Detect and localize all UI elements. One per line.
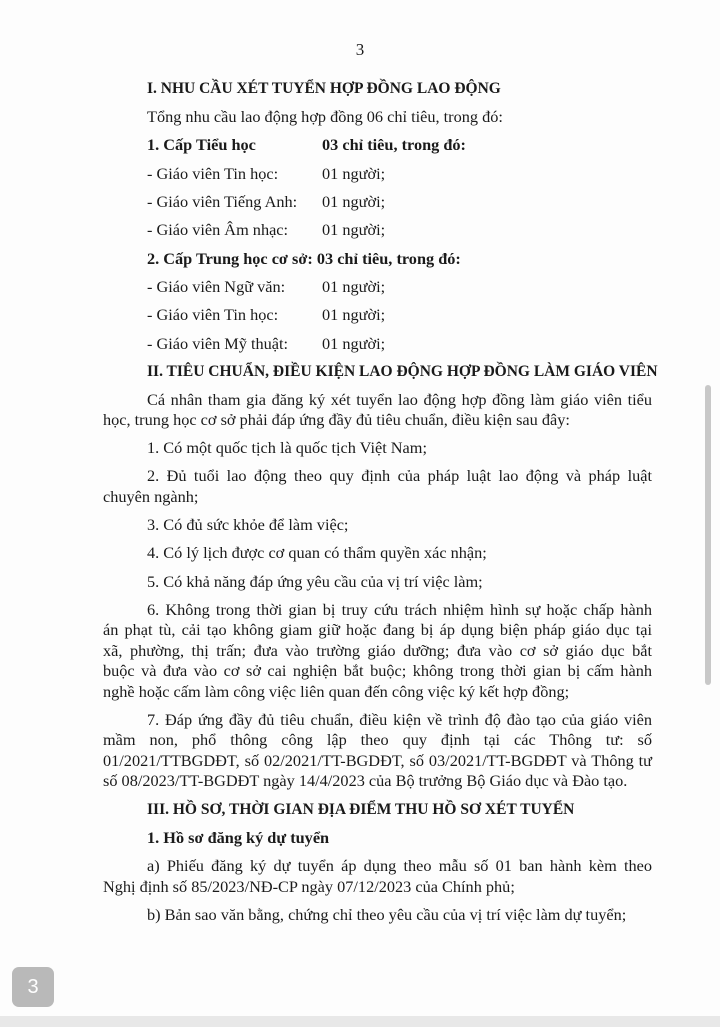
paragraph-line: án phạt tù, cải tạo không giam giữ hoặc đang bị áp dụng biện pháp giáo dục tại xyxy=(103,620,652,639)
list-item: - Giáo viên Mỹ thuật: 01 người; xyxy=(147,334,386,353)
list-item: - Giáo viên Tin học: 01 người; xyxy=(147,164,386,183)
paragraph-line: chuyên ngành; xyxy=(103,487,199,506)
section3-sub1: 1. Hồ sơ đăng ký dự tuyển xyxy=(147,828,330,847)
criterion-1: 1. Có một quốc tịch là quốc tịch Việt Nam; xyxy=(147,438,427,457)
criterion-7: 7. Đáp ứng đầy đủ tiêu chuẩn, điều kiện về trình độ đào tạo của giáo viên xyxy=(147,710,652,729)
paragraph-line: buộc và đưa vào cơ sở cai nghiện bắt buộc; không trong thời gian bị cấm hành xyxy=(103,661,652,680)
section3-heading: III. HỒ SƠ, THỜI GIAN ĐỊA ĐIỂM THU HỒ SƠ XÉT TUYỂN xyxy=(147,801,575,818)
paragraph-line: nghề hoặc cấm làm công việc liên quan đến công việc ký kết hợp đồng; xyxy=(103,682,570,701)
item-b: b) Bản sao văn bằng, chứng chỉ theo yêu cầu của vị trí việc làm dự tuyển; xyxy=(147,905,627,924)
list-item: - Giáo viên Tiếng Anh: 01 người; xyxy=(147,192,386,211)
scrollbar[interactable] xyxy=(705,385,711,685)
paragraph-line: xã, phường, thị trấn; đưa vào trường giáo dưỡng; đưa vào cơ sở giáo dục bắt xyxy=(103,641,652,660)
paragraph-line: 01/2021/TTBGDĐT, số 02/2021/TT-BGDĐT, số 03/2021/TT-BGDĐT và Thông tư xyxy=(103,751,652,770)
criterion-4: 4. Có lý lịch được cơ quan có thẩm quyền xác nhận; xyxy=(147,543,487,562)
section1-heading: I. NHU CẦU XÉT TUYỂN HỢP ĐỒNG LAO ĐỘNG xyxy=(147,80,501,97)
secondary-title: 2. Cấp Trung học cơ sở: 03 chỉ tiêu, trong đó: xyxy=(147,249,461,268)
section2-heading: II. TIÊU CHUẨN, ĐIỀU KIỆN LAO ĐỘNG HỢP ĐỒNG LÀM GIÁO VIÊN xyxy=(147,363,658,380)
paragraph-line: Cá nhân tham gia đăng ký xét tuyển lao động hợp đồng làm giáo viên tiểu xyxy=(147,390,652,409)
criterion-6: 6. Không trong thời gian bị truy cứu trách nhiệm hình sự hoặc chấp hành xyxy=(147,600,652,619)
criterion-5: 5. Có khả năng đáp ứng yêu cầu của vị trí việc làm; xyxy=(147,572,483,591)
primary-quota: 03 chỉ tiêu, trong đó: xyxy=(322,135,466,154)
paragraph-line: số 08/2023/TT-BGDĐT ngày 14/4/2023 của Bộ trưởng Bộ Giáo dục và Đào tạo. xyxy=(103,771,628,790)
primary-title: 1. Cấp Tiểu học xyxy=(147,135,256,154)
paragraph-line: mầm non, phổ thông công lập theo quy định tại các Thông tư: số xyxy=(103,730,652,749)
item-a: a) Phiếu đăng ký dự tuyển áp dụng theo mẫu số 01 ban hành kèm theo xyxy=(147,856,652,875)
page-number: 3 xyxy=(355,40,365,59)
bottom-bar xyxy=(0,1016,720,1027)
section1-intro: Tổng nhu cầu lao động hợp đồng 06 chỉ tiêu, trong đó: xyxy=(147,107,503,126)
list-item: - Giáo viên Ngữ văn: 01 người; xyxy=(147,277,386,296)
paragraph-line: Nghị định số 85/2023/NĐ-CP ngày 07/12/2023 của Chính phủ; xyxy=(103,877,515,896)
list-item: - Giáo viên Âm nhạc: 01 người; xyxy=(147,220,386,239)
criterion-2: 2. Đủ tuổi lao động theo quy định của pháp luật lao động và pháp luật xyxy=(147,466,652,485)
criterion-3: 3. Có đủ sức khỏe để làm việc; xyxy=(147,515,349,534)
paragraph-line: học, trung học cơ sở phải đáp ứng đầy đủ tiêu chuẩn, điều kiện sau đây: xyxy=(103,410,570,429)
list-item: - Giáo viên Tin học: 01 người; xyxy=(147,305,386,324)
page-indicator-badge: 3 xyxy=(12,967,54,1007)
primary-row xyxy=(147,135,466,155)
